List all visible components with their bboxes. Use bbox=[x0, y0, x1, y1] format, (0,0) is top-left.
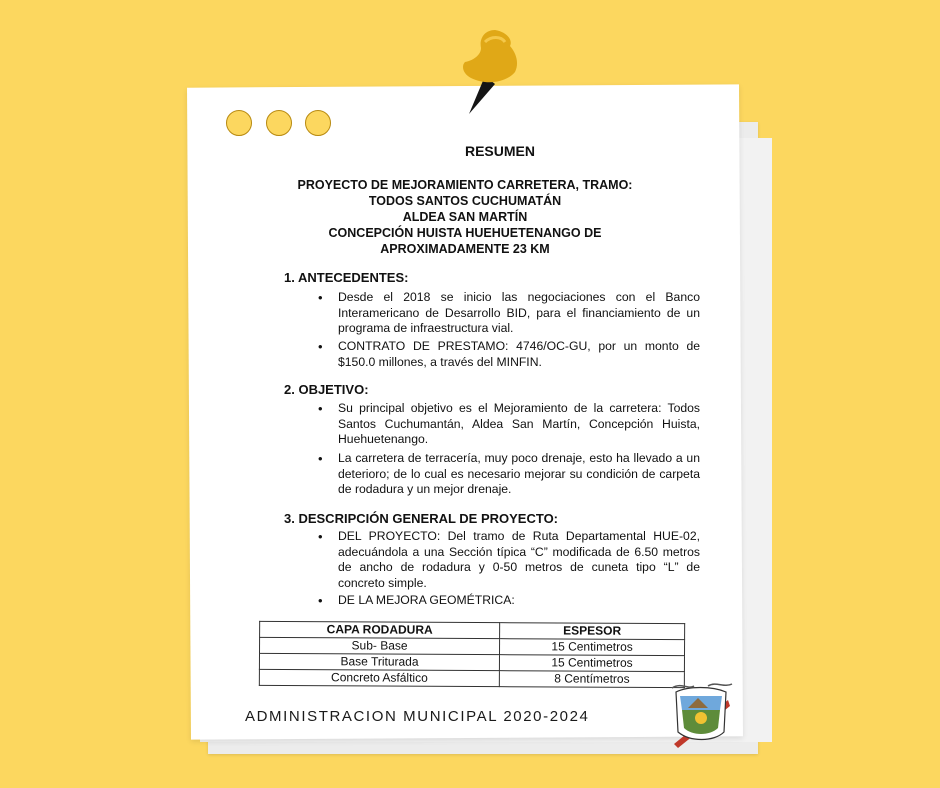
table-header-cell: CAPA RODADURA bbox=[260, 621, 500, 638]
heading-line: CONCEPCIÓN HUISTA HUEHUETENANGO DE bbox=[328, 226, 602, 240]
table-cell: Base Triturada bbox=[259, 653, 499, 670]
bullet-item: • CONTRATO DE PRESTAMO: 4746/OC-GU, por un monto de $150.0 millones, a través del MINFIN. bbox=[338, 339, 700, 370]
project-heading bbox=[250, 177, 680, 257]
table-header-cell: ESPESOR bbox=[500, 623, 685, 640]
table-cell: Concreto Asfáltico bbox=[259, 669, 499, 686]
heading-line: APROXIMADAMENTE 23 KM bbox=[380, 242, 550, 256]
layers-table bbox=[259, 621, 685, 688]
bullet-item: • La carretera de terracería, muy poco drenaje, esto ha llevado a un deterioro; de lo cual es necesario mejorar su condición de carpeta de rodadura y un mejor drenaje. bbox=[338, 451, 700, 498]
bullet-item: • Su principal objetivo es el Mejoramiento de la carretera: Todos Santos Cuchumantán, Aldea San Martín, Concepción Huista, Huehuetenango. bbox=[338, 401, 700, 448]
heading-line: TODOS SANTOS CUCHUMATÁN bbox=[368, 194, 562, 208]
document-title: RESUMEN bbox=[464, 143, 535, 159]
table-cell: 8 Centímetros bbox=[499, 671, 684, 688]
section-heading-objetivo: 2. OBJETIVO: bbox=[284, 382, 369, 397]
table-cell: 15 Centimetros bbox=[500, 655, 685, 672]
table-cell: 15 Centimetros bbox=[500, 639, 685, 656]
bullet-item: • Desde el 2018 se inicio las negociaciones con el Banco Interamericano de Desarrollo BID, para el financiamiento de un programa de infraestructura vial. bbox=[338, 290, 700, 337]
table-row bbox=[259, 669, 684, 687]
heading-line: ALDEA SAN MARTÍN bbox=[402, 210, 528, 224]
section-heading-descripcion: 3. DESCRIPCIÓN GENERAL DE PROYECTO: bbox=[284, 511, 559, 526]
footer-text: ADMINISTRACION MUNICIPAL 2020-2024 bbox=[245, 708, 590, 725]
bullet-item: • DEL PROYECTO: Del tramo de Ruta Departamental HUE-02, adecuándola a una Sección típica “C” modificada de 6.50 metros de ancho de rodadura y 0-50 metros de cuneta tipo “L” de concreto simple. bbox=[338, 529, 700, 591]
municipal-logo bbox=[668, 682, 734, 750]
section-heading-antecedentes: 1. ANTECEDENTES: bbox=[284, 270, 409, 285]
heading-line: PROYECTO DE MEJORAMIENTO CARRETERA, TRAMO: bbox=[297, 178, 633, 192]
bullet-item: • DE LA MEJORA GEOMÉTRICA: bbox=[338, 593, 700, 609]
table-cell: Sub- Base bbox=[260, 637, 500, 654]
